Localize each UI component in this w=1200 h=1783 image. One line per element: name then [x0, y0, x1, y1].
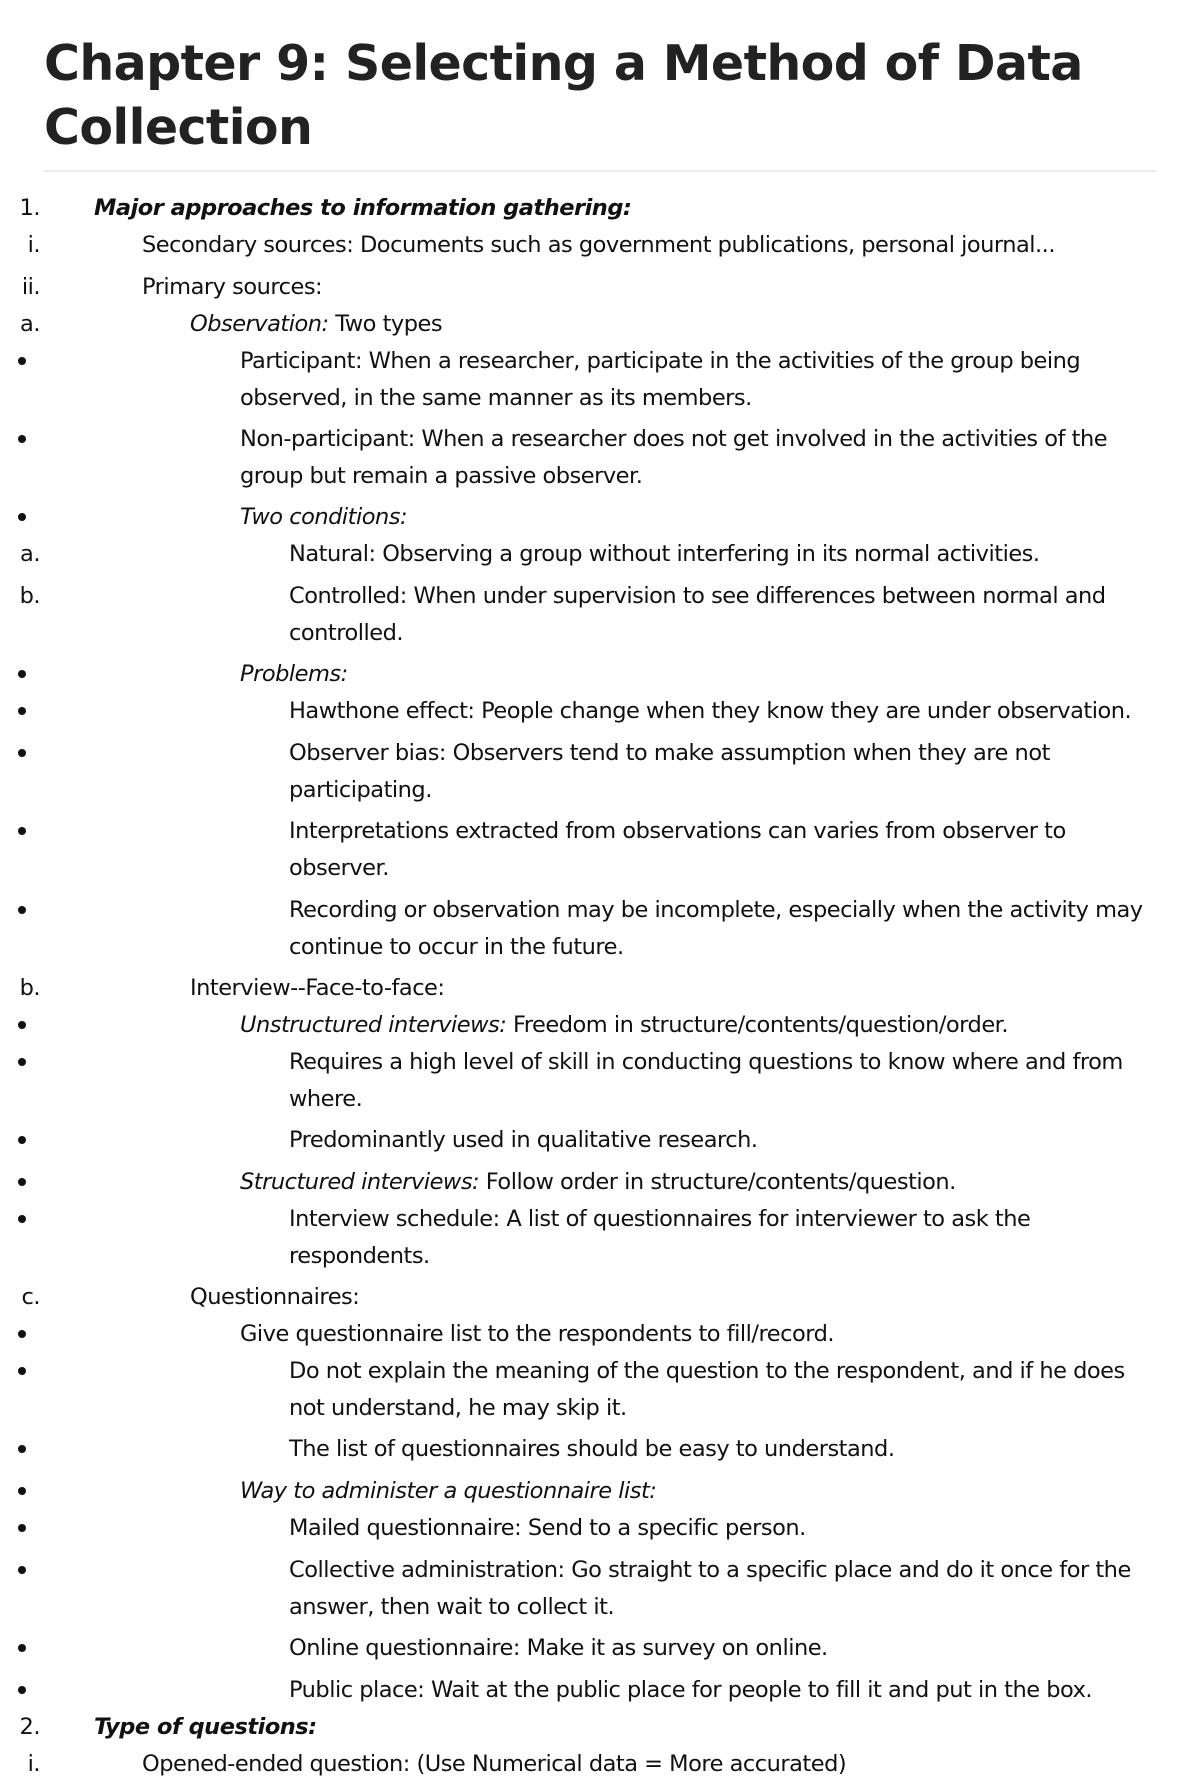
questionnaires-text: Questionnaires: [190, 1284, 360, 1310]
primary-sources-text: Primary sources: [142, 274, 323, 300]
list-marker: i. [27, 1751, 40, 1777]
unstructured-text: Freedom in structure/contents/question/order. [506, 1012, 1008, 1038]
problems-label: Problems: [240, 661, 348, 687]
page-title: Chapter 9: Selecting a Method of Data Collection [44, 32, 1156, 172]
secondary-sources-item [27, 227, 1156, 264]
give-questionnaire-item [44, 1316, 1156, 1353]
way-item [44, 1672, 1156, 1709]
unstructured-point-text: Predominantly used in qualitative research. [289, 1127, 758, 1153]
list-marker: a. [20, 541, 40, 567]
list-marker: a. [20, 311, 40, 337]
section-heading-text: Major approaches to information gathering: [94, 195, 632, 221]
open-ended-question-item [27, 1746, 1156, 1783]
conditions-item [44, 499, 1156, 536]
non-participant-text: Non-participant: When a researcher does not get involved in the activities of the group but remain a passive observer. [240, 426, 1108, 489]
list-marker: c. [21, 1284, 40, 1310]
problem-item [44, 813, 1156, 887]
section-heading-text: Type of questions: [94, 1714, 317, 1740]
structured-point-item [44, 1201, 1156, 1274]
controlled-condition-text: Controlled: When under supervision to see differences between normal and controlled. [289, 583, 1106, 646]
unstructured-point-item [44, 1044, 1156, 1117]
problem-item [44, 892, 1156, 965]
way-item [44, 1552, 1156, 1625]
give-point-item [44, 1353, 1156, 1426]
list-marker: i. [27, 232, 40, 258]
give-point-item [44, 1431, 1156, 1468]
problems-item [44, 656, 1156, 693]
interview-text: Interview--Face-to-face: [190, 975, 445, 1001]
structured-label: Structured interviews: [240, 1169, 480, 1195]
list-marker: ii. [21, 274, 40, 300]
primary-sources-item [21, 269, 1156, 306]
way-item [44, 1630, 1156, 1667]
structured-interviews-item [44, 1164, 1156, 1201]
administer-way-label: Way to administer a questionnaire list: [240, 1478, 657, 1504]
interview-item [19, 970, 1156, 1007]
problem-text: Recording or observation may be incomplete, especially when the activity may continue to occur in the future. [289, 897, 1143, 960]
list-marker: 1. [19, 195, 40, 221]
natural-condition-item [20, 536, 1156, 573]
give-questionnaire-text: Give questionnaire list to the respondents to fill/record. [240, 1321, 835, 1347]
structured-text: Follow order in structure/contents/question. [479, 1169, 956, 1195]
natural-condition-text: Natural: Observing a group without interfering in its normal activities. [289, 541, 1040, 567]
way-text: Collective administration: Go straight to a specific place and do it once for the answer, then wait to collect it. [289, 1557, 1131, 1620]
secondary-sources-text: Secondary sources: Documents such as government publications, personal journal... [142, 232, 1055, 258]
observation-text: Two types [328, 311, 443, 337]
way-text: Public place: Wait at the public place for people to fill it and put in the box. [289, 1677, 1093, 1703]
unstructured-label: Unstructured interviews: [240, 1012, 507, 1038]
way-text: Mailed questionnaire: Send to a specific person. [289, 1515, 806, 1541]
way-item [44, 1510, 1156, 1547]
observation-label: Observation: [190, 311, 329, 337]
problem-text: Interpretations extracted from observations can varies from observer to observer. [289, 818, 1066, 881]
controlled-condition-item [19, 578, 1156, 651]
section-1-heading [19, 190, 1156, 227]
section-2-heading [19, 1709, 1156, 1746]
questionnaires-item [21, 1279, 1156, 1316]
open-ended-question-text: Opened-ended question: (Use Numerical data = More accurated) [142, 1751, 847, 1777]
problem-item [44, 735, 1156, 808]
non-participant-item [44, 421, 1156, 494]
unstructured-interviews-item [44, 1007, 1156, 1044]
problem-text: Observer bias: Observers tend to make assumption when they are not participating. [289, 740, 1050, 803]
unstructured-point-item [44, 1122, 1156, 1159]
give-point-text: The list of questionnaires should be easy to understand. [289, 1436, 895, 1462]
way-text: Online questionnaire: Make it as survey on online. [289, 1635, 828, 1661]
unstructured-point-text: Requires a high level of skill in conducting questions to know where and from where. [289, 1049, 1123, 1112]
observation-item [20, 306, 1156, 343]
conditions-label: Two conditions: [240, 504, 408, 530]
structured-point-text: Interview schedule: A list of questionnaires for interviewer to ask the respondents. [289, 1206, 1031, 1269]
administer-way-item [44, 1473, 1156, 1510]
participant-text: Participant: When a researcher, participate in the activities of the group being observed, in the same manner as its members. [240, 348, 1081, 411]
list-marker: b. [19, 975, 40, 1001]
list-marker: 2. [19, 1714, 40, 1740]
problem-item [44, 693, 1156, 730]
problem-text: Hawthone effect: People change when they know they are under observation. [289, 698, 1132, 724]
give-point-text: Do not explain the meaning of the question to the respondent, and if he does not understand, he may skip it. [289, 1358, 1125, 1421]
participant-item [44, 343, 1156, 416]
document-body [19, 190, 1156, 1783]
list-marker: b. [19, 583, 40, 609]
